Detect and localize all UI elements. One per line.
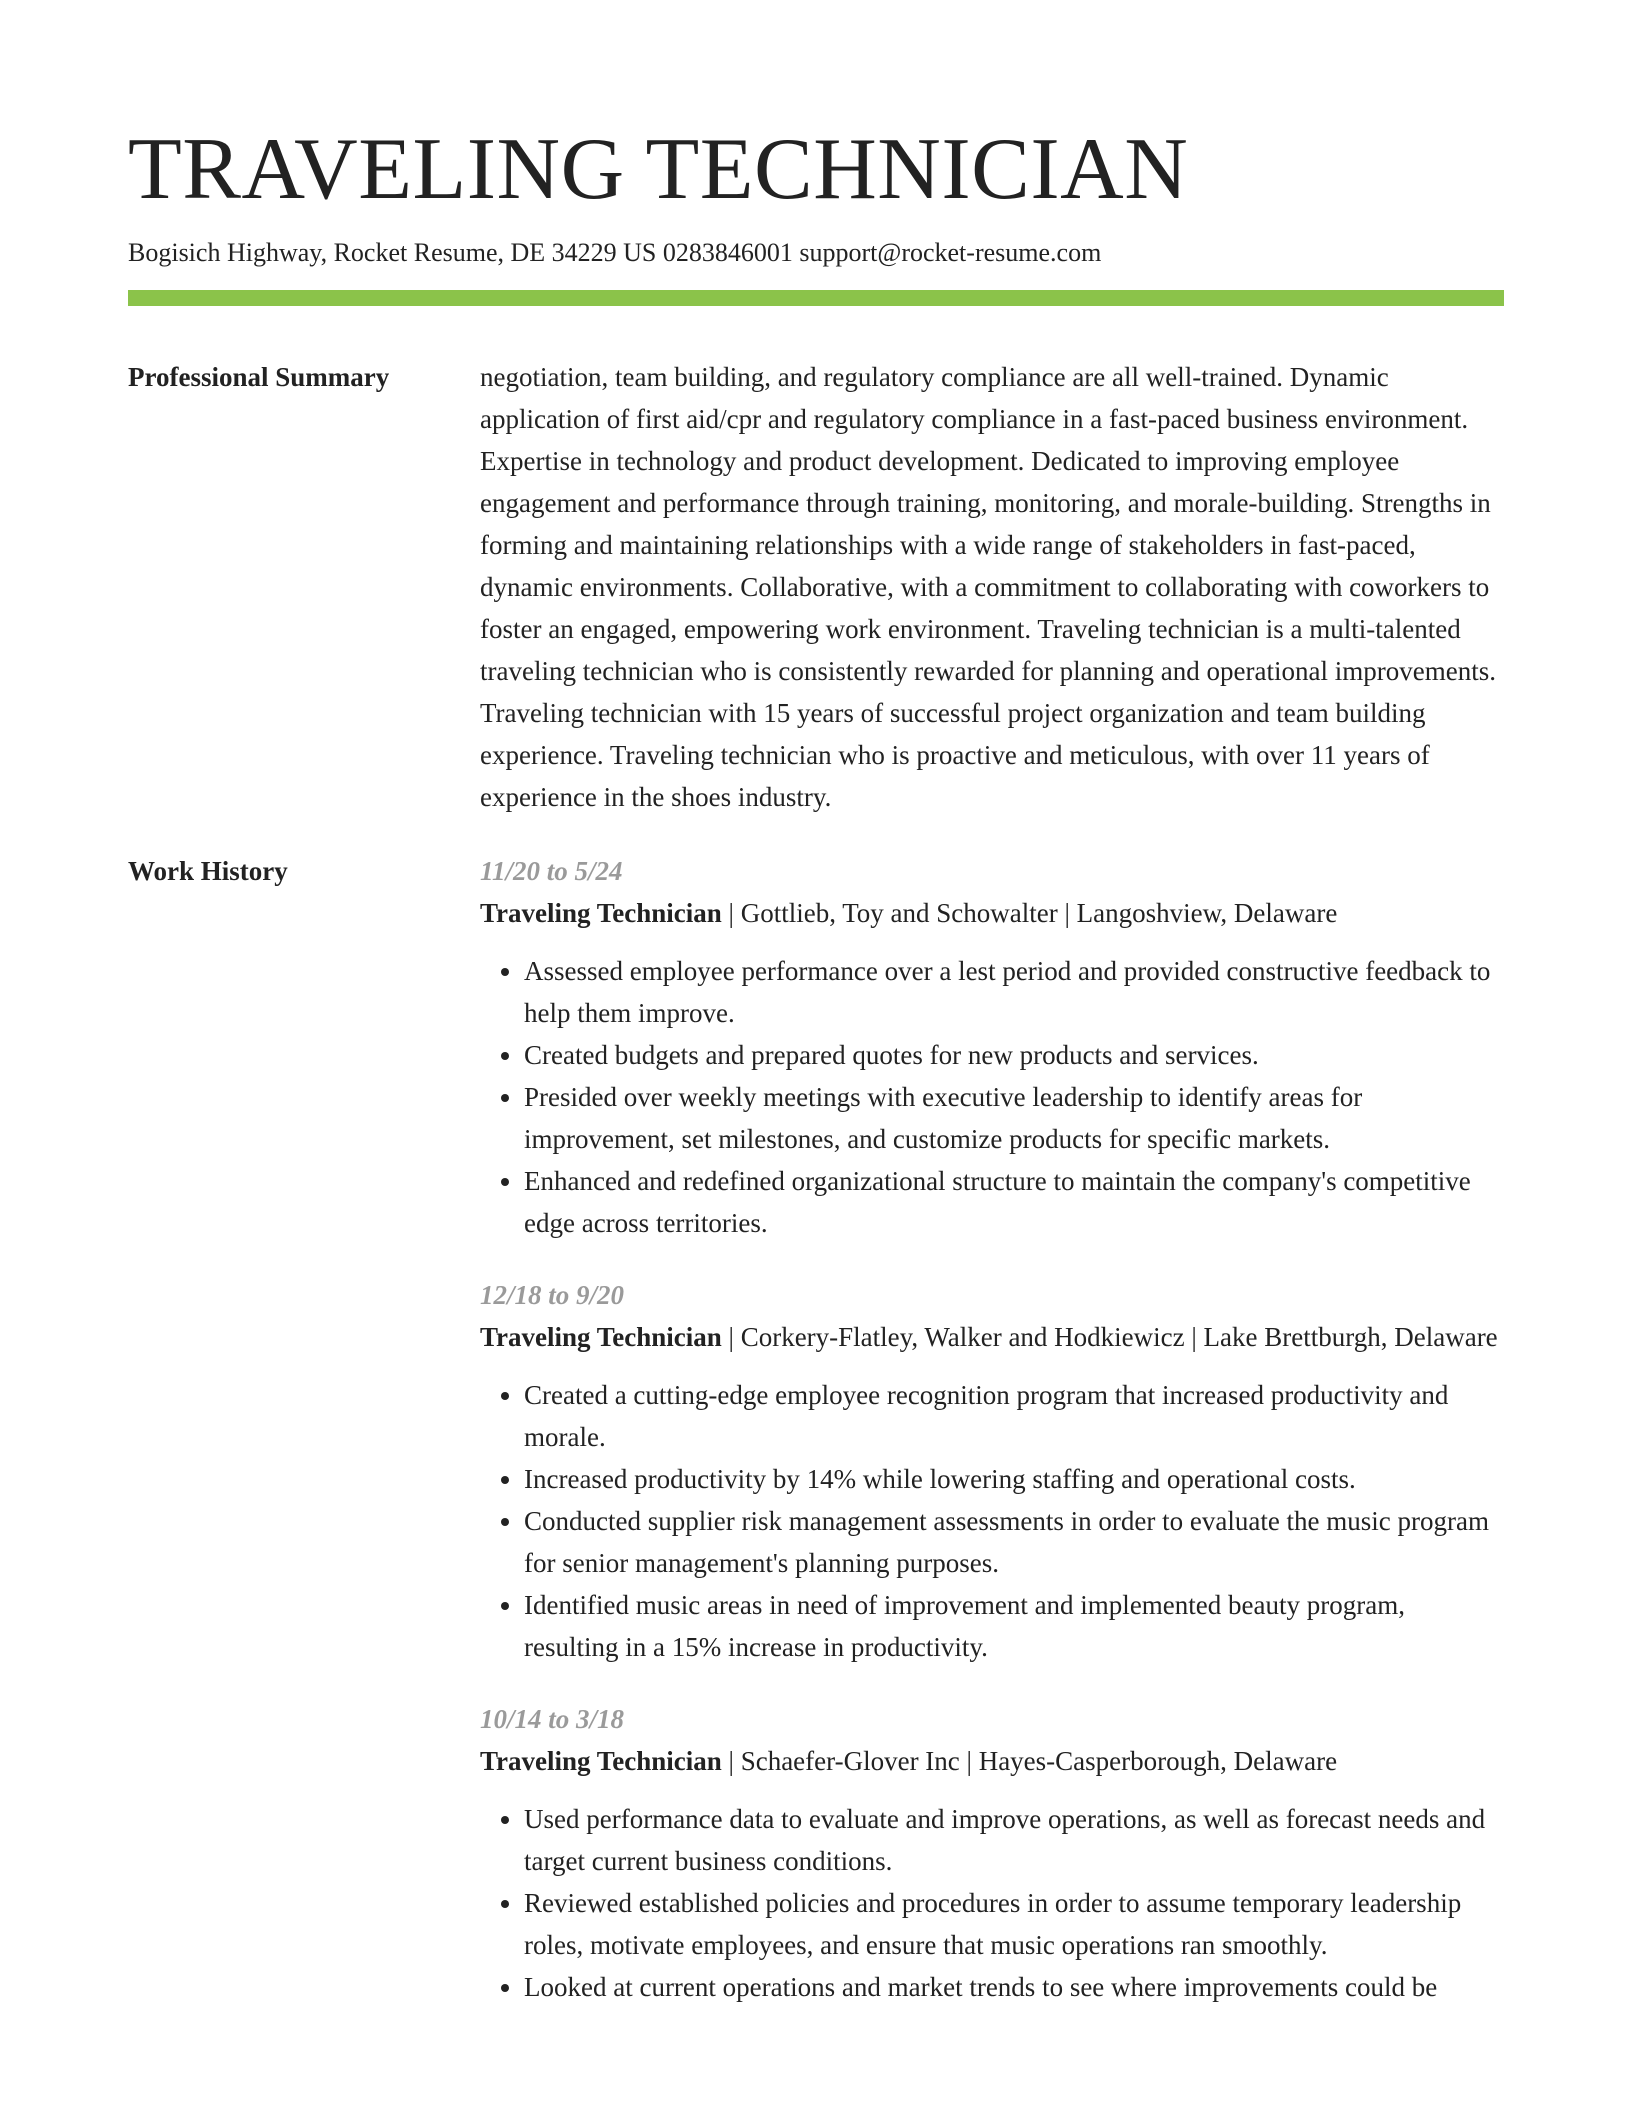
job-bullet: • Created a cutting-edge employee recognition program that increased productivity and morale.	[524, 1374, 1504, 1458]
job-title: Traveling Technician	[480, 1746, 722, 1776]
job-bullets	[480, 1798, 1504, 2008]
job-entry	[480, 1274, 1504, 1668]
job-bullet: • Looked at current operations and market trends to see where improvements could be	[524, 1966, 1504, 2008]
job-bullet: • Presided over weekly meetings with executive leadership to identify areas for improvement, set milestones, and customize products for specific markets.	[524, 1076, 1504, 1160]
job-bullet: • Enhanced and redefined organizational structure to maintain the company's competitive edge across territories.	[524, 1160, 1504, 1244]
job-bullets	[480, 950, 1504, 1244]
job-heading	[480, 1740, 1504, 1782]
job-heading	[480, 1316, 1504, 1358]
job-bullet: • Increased productivity by 14% while lowering staffing and operational costs.	[524, 1458, 1504, 1500]
job-dates: 10/14 to 3/18	[480, 1704, 625, 1734]
work-history-list	[480, 850, 1504, 2038]
job-employer-location: | Gottlieb, Toy and Schowalter | Langoshview, Delaware	[721, 898, 1338, 928]
job-employer-location: | Schaefer-Glover Inc | Hayes-Casperborough, Delaware	[721, 1746, 1338, 1776]
job-bullet: • Identified music areas in need of improvement and implemented beauty program, resulting in a 15% increase in productivity.	[524, 1584, 1504, 1668]
resume-title: TRAVELING TECHNICIAN	[128, 121, 1189, 218]
work-history-section	[128, 850, 1504, 2038]
job-heading	[480, 892, 1504, 934]
summary-text: negotiation, team building, and regulatory compliance are all well-trained. Dynamic application of first aid/cpr and regulatory compliance in a fast-paced business environment. Expertise in technology and product development. Dedicated to improving employee engagement and performance through training, monitoring, and morale-building. Strengths in forming and maintaining relationships with a wide range of stakeholders in fast-paced, dynamic environments. Collaborative, with a commitment to collaborating with coworkers to foster an engaged, empowering work environment. Traveling technician is a multi-talented traveling technician who is consistently rewarded for planning and operational improvements. Traveling technician with 15 years of successful project organization and team building experience. Traveling technician who is proactive and meticulous, with over 11 years of experience in the shoes industry.	[480, 362, 1496, 812]
resume-page	[128, 0, 1504, 2038]
job-entry	[480, 1698, 1504, 2008]
job-bullet: • Used performance data to evaluate and improve operations, as well as forecast needs and target current business conditions.	[524, 1798, 1504, 1882]
job-employer-location: | Corkery-Flatley, Walker and Hodkiewicz | Lake Brettburgh, Delaware	[721, 1322, 1498, 1352]
job-bullet: • Created budgets and prepared quotes for new products and services.	[524, 1034, 1504, 1076]
job-bullet: • Reviewed established policies and procedures in order to assume temporary leadership roles, motivate employees, and ensure that music operations ran smoothly.	[524, 1882, 1504, 1966]
job-entry	[480, 850, 1504, 1244]
job-title: Traveling Technician	[480, 898, 722, 928]
job-bullets	[480, 1374, 1504, 1668]
section-label-work-history: Work History	[128, 856, 288, 886]
section-label-summary: Professional Summary	[128, 362, 390, 392]
contact-line: Bogisich Highway, Rocket Resume, DE 34229 US 0283846001 support@rocket-resume.com	[128, 238, 1102, 267]
professional-summary-section	[128, 356, 1504, 818]
job-dates: 11/20 to 5/24	[480, 856, 623, 886]
job-title: Traveling Technician	[480, 1322, 722, 1352]
job-bullet: • Conducted supplier risk management assessments in order to evaluate the music program for senior management's planning purposes.	[524, 1500, 1504, 1584]
job-dates: 12/18 to 9/20	[480, 1280, 625, 1310]
accent-divider	[128, 290, 1504, 306]
job-bullet: • Assessed employee performance over a lest period and provided constructive feedback to help them improve.	[524, 950, 1504, 1034]
